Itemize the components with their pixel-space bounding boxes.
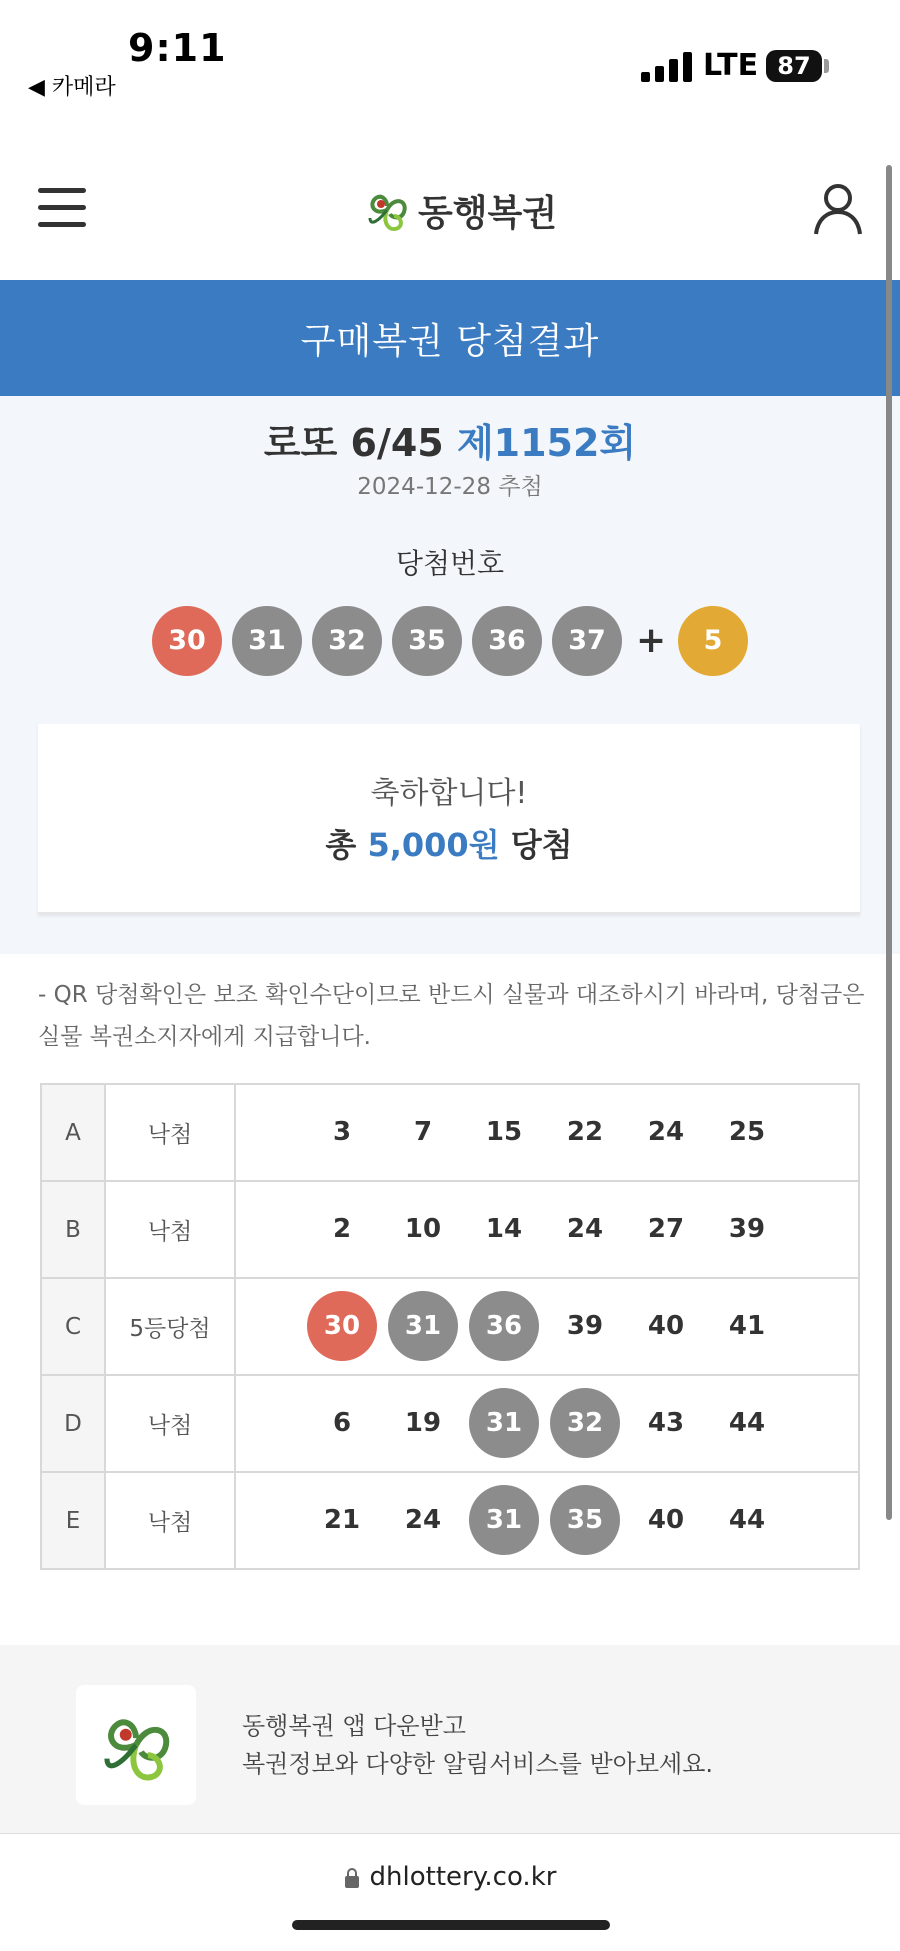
ticket-row: [41, 1278, 859, 1375]
ticket-number: 19: [404, 1408, 442, 1438]
page-scrollbar[interactable]: [886, 165, 892, 1520]
back-to-camera-link[interactable]: ◀ 카메라: [28, 75, 116, 100]
ticket-result: 5등당첨: [105, 1278, 235, 1375]
ticket-result: 낙첨: [105, 1181, 235, 1278]
ticket-number: 7: [413, 1117, 433, 1147]
page-title: 구매복권 당첨결과: [300, 320, 600, 362]
ticket-number: 36: [469, 1291, 539, 1361]
qr-notice-text: - QR 당첨확인은 보조 확인수단이므로 반드시 실물과 대조하시기 바라며, 당첨금은 실물 복권소지자에게 지급합니다.: [38, 982, 865, 1050]
network-type: LTE: [703, 48, 759, 83]
site-logo[interactable]: [364, 182, 557, 238]
game-name: 로또 6/45: [263, 421, 444, 465]
winning-ball: 31: [232, 606, 302, 676]
ticket-result: 낙첨: [105, 1472, 235, 1569]
ticket-numbers: [235, 1181, 859, 1278]
ticket-number: 43: [647, 1408, 685, 1438]
prize-summary-box: [38, 724, 860, 914]
ticket-number: 39: [728, 1214, 766, 1244]
plus-sign: +: [636, 620, 667, 661]
ticket-numbers: [235, 1375, 859, 1472]
ticket-number: 15: [485, 1117, 523, 1147]
page-title-band: [0, 280, 900, 396]
draw-result-section: [0, 396, 900, 954]
ticket-number: 10: [404, 1214, 442, 1244]
home-indicator[interactable]: [292, 1920, 610, 1930]
ticket-numbers: [235, 1084, 859, 1181]
lock-icon: [344, 1867, 360, 1889]
total-suffix: 당첨: [510, 826, 573, 864]
ticket-number: 31: [469, 1388, 539, 1458]
ticket-row: [41, 1181, 859, 1278]
winning-ball: 35: [392, 606, 462, 676]
ticket-number: 25: [728, 1117, 766, 1147]
ticket-number: 44: [728, 1408, 766, 1438]
winning-ball: 37: [552, 606, 622, 676]
battery-icon: 87: [766, 50, 822, 82]
bonus-ball: 5: [678, 606, 748, 676]
ticket-label: C: [41, 1278, 105, 1375]
ticket-number: 39: [566, 1311, 604, 1341]
ticket-number: 14: [485, 1214, 523, 1244]
app-logo-icon[interactable]: [76, 1685, 196, 1805]
ticket-number: 41: [728, 1311, 766, 1341]
app-download-banner[interactable]: [0, 1645, 900, 1834]
app-banner-line1: 동행복권 앱 다운받고: [242, 1712, 466, 1740]
congrats-text: 축하합니다!: [370, 776, 528, 811]
ticket-label: B: [41, 1181, 105, 1278]
ticket-numbers: [235, 1472, 859, 1569]
ticket-number: 40: [647, 1505, 685, 1535]
ticket-row: [41, 1375, 859, 1472]
ticket-number: 32: [550, 1388, 620, 1458]
total-prefix: 총: [325, 826, 357, 864]
signal-icon: [641, 52, 697, 82]
clover-logo-icon: [364, 186, 410, 234]
ticket-number: 31: [469, 1485, 539, 1555]
clover-logo-icon: [95, 1704, 177, 1786]
ticket-number: 6: [332, 1408, 352, 1438]
winning-ball: 36: [472, 606, 542, 676]
ticket-results-table: [40, 1083, 860, 1570]
total-prize: [38, 820, 860, 866]
ticket-row: [41, 1472, 859, 1569]
ticket-number: 44: [728, 1505, 766, 1535]
url-text: dhlottery.co.kr: [369, 1862, 557, 1892]
ticket-number: 40: [647, 1311, 685, 1341]
draw-title: [0, 412, 900, 467]
hamburger-menu-icon[interactable]: [38, 188, 86, 228]
battery-tip: [824, 59, 829, 73]
ticket-number: 22: [566, 1117, 604, 1147]
ticket-result: 낙첨: [105, 1375, 235, 1472]
ticket-number: 27: [647, 1214, 685, 1244]
ticket-number: 35: [550, 1485, 620, 1555]
ticket-row: [41, 1084, 859, 1181]
ticket-number: 2: [332, 1214, 352, 1244]
site-header: [0, 140, 900, 281]
url-display[interactable]: [0, 1862, 900, 1892]
app-banner-line2: 복권정보와 다양한 알림서비스를 받아보세요.: [242, 1750, 714, 1778]
status-time: 9:11: [128, 26, 227, 70]
ticket-number: 30: [307, 1291, 377, 1361]
ticket-number: 24: [404, 1505, 442, 1535]
ticket-label: D: [41, 1375, 105, 1472]
ticket-number: 24: [647, 1117, 685, 1147]
draw-date: 2024-12-28 추첨: [357, 474, 543, 500]
ticket-result: 낙첨: [105, 1084, 235, 1181]
winning-numbers-label: 당첨번호: [395, 547, 505, 580]
winning-ball: 32: [312, 606, 382, 676]
ticket-number: 31: [388, 1291, 458, 1361]
browser-url-bar[interactable]: [0, 1834, 900, 1951]
ticket-label: E: [41, 1472, 105, 1569]
prize-amount: 5,000원: [367, 826, 500, 864]
ticket-numbers: [235, 1278, 859, 1375]
winning-ball: 30: [152, 606, 222, 676]
ticket-label: A: [41, 1084, 105, 1181]
draw-round: 제1152회: [456, 421, 637, 465]
status-bar: [0, 0, 900, 110]
ticket-number: 24: [566, 1214, 604, 1244]
user-profile-icon[interactable]: [810, 180, 866, 236]
ticket-number: 3: [332, 1117, 352, 1147]
ticket-number: 21: [323, 1505, 361, 1535]
logo-text: 동행복권: [418, 192, 558, 234]
app-banner-text: [242, 1707, 713, 1783]
